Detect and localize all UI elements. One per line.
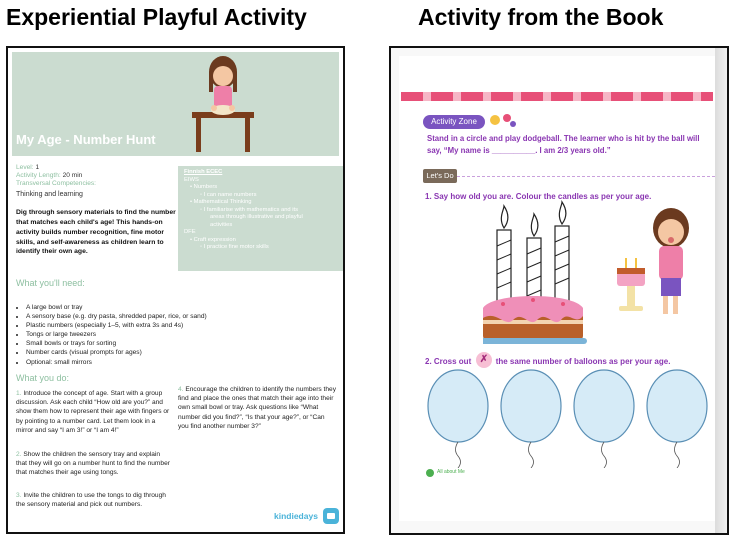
page-curl-shadow bbox=[715, 48, 729, 535]
balloons-illustration bbox=[425, 368, 715, 468]
step-text: Introduce the concept of age. Start with a group discussion. Ask each child “How old are you?” and show them how to represent their age with fingers or by pointing to a number card. Let them look in a mirror and say “I am 3!” or “I am 4!” bbox=[16, 390, 170, 434]
ecec-line: areas through illustrative and playful bbox=[210, 214, 303, 221]
cross-out-icon: ✗ bbox=[476, 352, 492, 368]
ecec-curriculum-box bbox=[178, 166, 344, 271]
list-item: • A sensory base (e.g. dry pasta, shredded paper, rice, or sand) bbox=[26, 312, 226, 321]
ecec-line: ◦ I can name numbers bbox=[200, 191, 257, 198]
step-number: 4. bbox=[178, 386, 184, 393]
ecec-line: EIWS bbox=[184, 176, 199, 183]
ecec-heading: Finnish ECEC bbox=[184, 169, 223, 175]
activity-zone-tag: Activity Zone bbox=[423, 115, 485, 129]
list-item: • Number cards (visual prompts for ages) bbox=[26, 348, 226, 357]
kindiedays-logo: kindiedays bbox=[274, 511, 318, 521]
length-value: 20 min bbox=[62, 172, 83, 180]
list-item: • Tongs or large tweezers bbox=[26, 330, 226, 339]
activity-meta bbox=[16, 164, 176, 199]
ecec-line: • Numbers bbox=[190, 184, 218, 191]
length-label: Activity Length: bbox=[16, 172, 61, 180]
ecec-line: • Mathematical Thinking bbox=[190, 199, 252, 206]
level-label: Level: bbox=[16, 164, 34, 171]
list-item: • Small bowls or trays for sorting bbox=[26, 339, 226, 348]
ecec-line: ◦ I practice fine motor skills bbox=[200, 244, 269, 251]
page-number-dot bbox=[426, 469, 434, 477]
transversal-value: Thinking and learning bbox=[16, 190, 83, 198]
ecec-line: DFE bbox=[184, 229, 196, 236]
step-number: 3. bbox=[16, 492, 22, 499]
left-heading: Experiential Playful Activity bbox=[6, 4, 307, 30]
transversal-label: Transversal Competencies: bbox=[16, 180, 97, 188]
step-text: Encourage the children to identify the numbers they find and place the ones that match their age into their own small bowl or tray. Ask questions like “What number did you find?”, “Is that your age?”, or “Can you find another number 3?” bbox=[178, 386, 336, 430]
list-item: • Plastic numbers (especially 1–5, with extra 3s and 4s) bbox=[26, 321, 226, 330]
ecec-line: ◦ I familiarise with mathematics and its bbox=[200, 206, 299, 213]
right-heading: Activity from the Book bbox=[418, 4, 664, 30]
decorative-stripe bbox=[401, 92, 713, 101]
experiential-activity-card bbox=[6, 46, 345, 534]
q2-prefix: 2. Cross out bbox=[425, 357, 472, 366]
step-text: Invite the children to use the tongs to dig through the sensory material and pick out numbers. bbox=[16, 492, 166, 509]
activity-zone-text: Stand in a circle and play dodgeball. The learner who is hit by the ball will say, “My name is __________. I am 2/3 years old.” bbox=[427, 134, 700, 156]
materials-list bbox=[26, 303, 226, 367]
divider bbox=[457, 176, 715, 177]
lets-do-tag: Let's Do bbox=[423, 169, 457, 183]
book-page bbox=[399, 56, 715, 521]
activity-description: Dig through sensory materials to find the number that matches each child's age! This hands-on activity builds number recognition, fine motor skills, and self-awareness as children learn to identify their own age. bbox=[16, 209, 176, 256]
level-value: 1 bbox=[35, 164, 40, 171]
list-item: • Optional: small mirrors bbox=[26, 358, 226, 367]
book-activity-card bbox=[389, 46, 729, 535]
kindiedays-house-icon bbox=[323, 508, 339, 524]
step-1 bbox=[16, 389, 170, 435]
do-heading: What you do: bbox=[16, 373, 70, 383]
flower-decoration-icon bbox=[487, 110, 517, 130]
activity-title: My Age - Number Hunt bbox=[16, 132, 156, 147]
step-4 bbox=[178, 385, 336, 431]
list-item: • A large bowl or tray bbox=[26, 303, 226, 312]
girl-at-table-illustration bbox=[178, 52, 268, 154]
ecec-line: • Craft expression bbox=[190, 236, 236, 243]
birthday-cake-illustration bbox=[483, 198, 588, 346]
girl-with-cake-illustration bbox=[613, 204, 707, 320]
q2-suffix: the same number of balloons as per your age. bbox=[495, 357, 671, 366]
ecec-line: activities bbox=[210, 221, 233, 228]
step-3 bbox=[16, 491, 170, 509]
step-number: 1. bbox=[16, 390, 22, 397]
book-footer: All about Me bbox=[437, 469, 465, 475]
step-text: Show the children the sensory tray and explain that they will go on a number hunt to find the number that matches their age using tongs. bbox=[16, 451, 170, 477]
step-number: 2. bbox=[16, 451, 22, 458]
question-2 bbox=[425, 357, 670, 366]
need-heading: What you'll need: bbox=[16, 278, 85, 288]
question-1: 1. Say how old you are. Colour the candles as per your age. bbox=[425, 192, 652, 201]
step-2 bbox=[16, 450, 170, 478]
